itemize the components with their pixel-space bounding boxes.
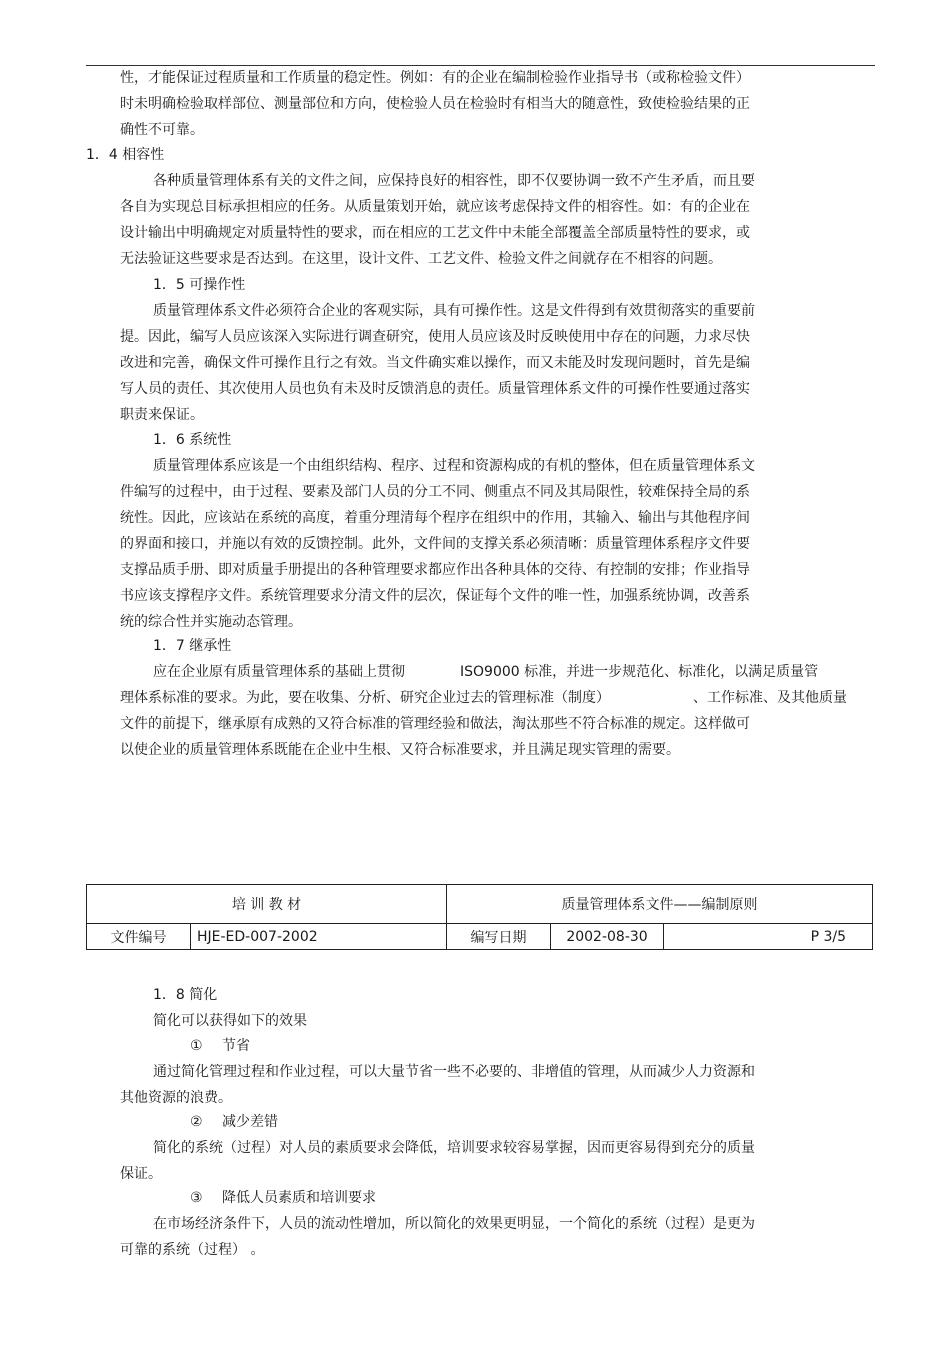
body-line: 简化可以获得如下的效果 <box>153 1013 307 1029</box>
body-line: 统性。因此，应该站在系统的高度，着重分理清每个程序在组织中的作用，其输入、输出与其他程序间 <box>120 510 750 526</box>
section-heading-1-7: 1．7 继承性 <box>153 638 232 654</box>
doc-number-label: 文件编号 <box>87 924 191 950</box>
body-line: 其他资源的浪费。 <box>120 1090 232 1106</box>
doc-number: HJE-ED-007-2002 <box>191 924 447 950</box>
body-line: 统的综合性并实施动态管理。 <box>120 614 302 630</box>
body-line: 简化的系统（过程）对人员的素质要求会降低，培训要求较容易掌握，因而更容易得到充分的质量 <box>153 1140 755 1156</box>
material-label: 培 训 教 材 <box>87 885 447 924</box>
list-marker: ① <box>190 1038 203 1054</box>
list-marker: ② <box>190 1114 203 1130</box>
list-item-title: 减少差错 <box>222 1114 278 1130</box>
body-line: 文件的前提下，继承原有成熟的又符合标准的管理经验和做法，淘汰那些不符合标准的规定。这样做可 <box>120 716 750 732</box>
section-heading-1-8: 1．8 简化 <box>153 987 218 1003</box>
body-line: 理体系标准的要求。为此，要在收集、分析、研究企业过去的管理标准（制度） <box>120 690 610 706</box>
section-heading-1-6: 1．6 系统性 <box>153 432 232 448</box>
body-line: 书应该支撑程序文件。系统管理要求分清文件的层次，保证每个文件的唯一性，加强系统协调，改善系 <box>120 588 750 604</box>
body-line: 无法验证这些要求是否达到。在这里，设计文件、工艺文件、检验文件之间就存在不相容的问题。 <box>120 251 722 267</box>
date-label: 编写日期 <box>447 924 551 950</box>
section-heading-1-4: 1．4 相容性 <box>86 147 165 163</box>
body-line: ISO9000 标准，并进一步规范化、标准化，以满足质量管 <box>460 664 819 680</box>
body-line: 支撑品质手册、即对质量手册提出的各种管理要求都应作出各种具体的交待、有控制的安排；作业指导 <box>120 562 750 578</box>
body-line: 应在企业原有质量管理体系的基础上贯彻 <box>153 664 405 680</box>
body-line: 保证。 <box>120 1166 162 1182</box>
body-line: 各自为实现总目标承担相应的任务。从质量策划开始，就应该考虑保持文件的相容性。如：有的企业在 <box>120 199 750 215</box>
body-line: 可靠的系统（过程） 。 <box>120 1242 265 1258</box>
body-line: 件编写的过程中，由于过程、要素及部门人员的分工不同、侧重点不同及其局限性，较难保持全局的系 <box>120 484 750 500</box>
body-line: 时未明确检验取样部位、测量部位和方向，使检验人员在检验时有相当大的随意性，致使检验结果的正 <box>120 96 750 112</box>
document-footer-table <box>86 884 873 950</box>
header-rule <box>86 65 875 66</box>
document-title: 质量管理体系文件——编制原则 <box>447 885 873 924</box>
body-line: 以使企业的质量管理体系既能在企业中生根、又符合标准要求，并且满足现实管理的需要。 <box>120 742 680 758</box>
list-marker: ③ <box>190 1190 203 1206</box>
body-line: 提。因此，编写人员应该深入实际进行调查研究，使用人员应该及时反映使用中存在的问题，力求尽快 <box>120 329 750 345</box>
body-line: 各种质量管理体系有关的文件之间，应保持良好的相容性，即不仅要协调一致不产生矛盾，而且要 <box>153 173 755 189</box>
body-line: 职责来保证。 <box>120 407 204 423</box>
body-line: 通过简化管理过程和作业过程，可以大量节省一些不必要的、非增值的管理，从而减少人力资源和 <box>153 1064 755 1080</box>
section-heading-1-5: 1．5 可操作性 <box>153 277 246 293</box>
body-line: 质量管理体系文件必须符合企业的客观实际，具有可操作性。这是文件得到有效贯彻落实的重要前 <box>153 303 755 319</box>
body-line: 质量管理体系应该是一个由组织结构、程序、过程和资源构成的有机的整体，但在质量管理体系文 <box>153 458 755 474</box>
body-line: 性，才能保证过程质量和工作质量的稳定性。例如：有的企业在编制检验作业指导书（或称检验文件） <box>120 70 750 86</box>
body-line: 在市场经济条件下，人员的流动性增加，所以简化的效果更明显，一个简化的系统（过程）是更为 <box>153 1216 755 1232</box>
list-item-title: 降低人员素质和培训要求 <box>222 1190 376 1206</box>
date-value: 2002-08-30 <box>551 924 664 950</box>
body-line: 设计输出中明确规定对质量特性的要求，而在相应的工艺文件中未能全部覆盖全部质量特性的要求，或 <box>120 225 750 241</box>
body-line: 、工作标准、及其他质量 <box>693 690 847 706</box>
list-item-title: 节省 <box>222 1038 250 1054</box>
body-line: 确性不可靠。 <box>120 122 204 138</box>
body-line: 的界面和接口，并施以有效的反馈控制。此外，文件间的支撑关系必须清晰：质量管理体系程序文件要 <box>120 536 750 552</box>
body-line: 写人员的责任、其次使用人员也负有未及时反馈消息的责任。质量管理体系文件的可操作性要通过落实 <box>120 381 750 397</box>
body-line: 改进和完善，确保文件可操作且行之有效。当文件确实难以操作，而又未能及时发现问题时，首先是编 <box>120 355 750 371</box>
page-number: P 3/5 <box>664 924 873 950</box>
